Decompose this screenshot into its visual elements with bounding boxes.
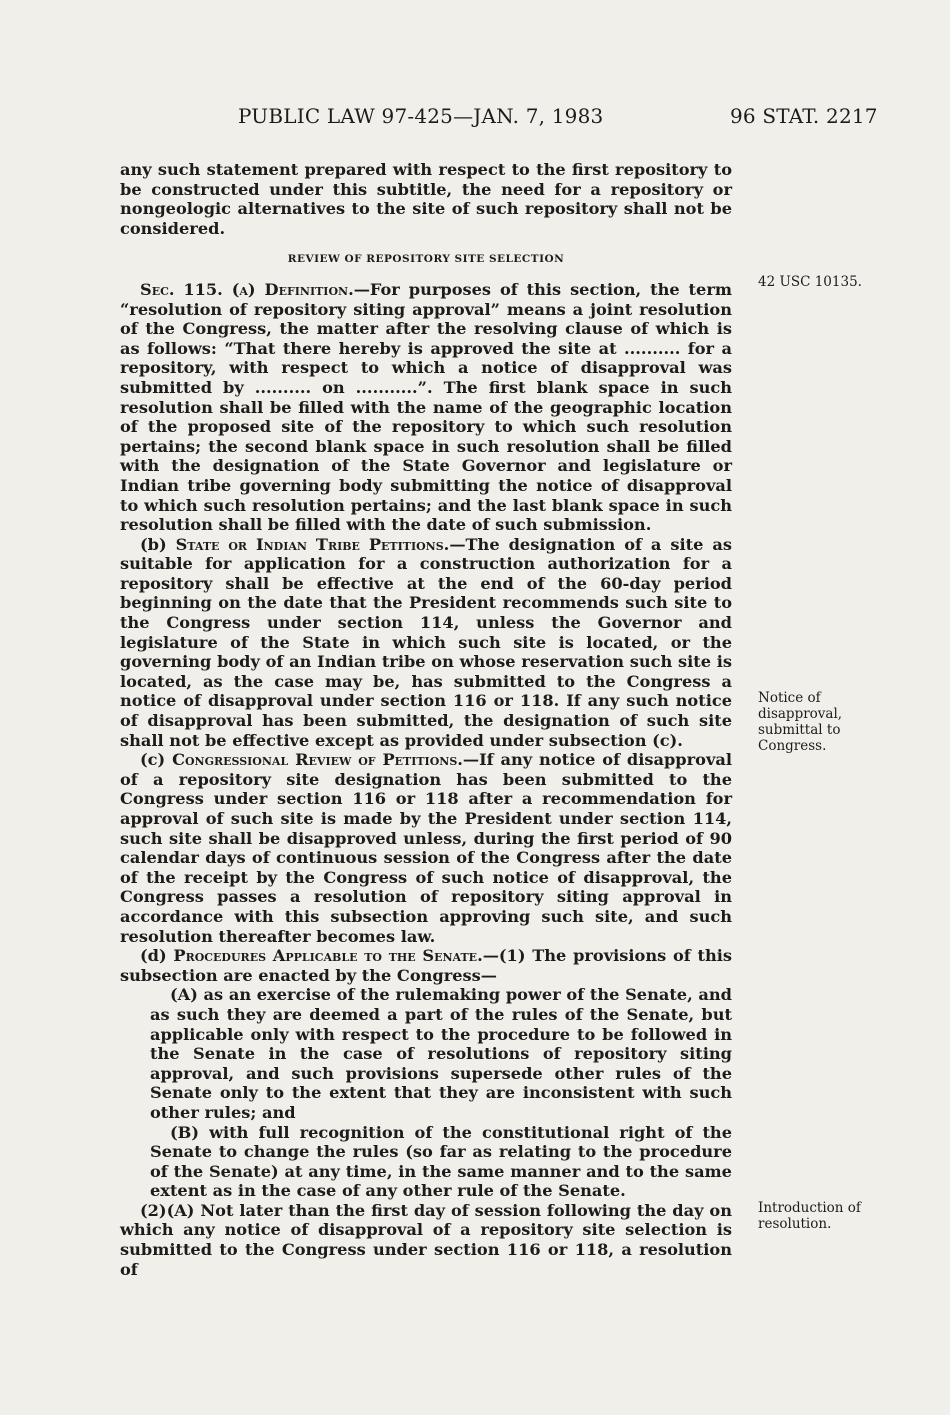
header-citation: PUBLIC LAW 97-425—JAN. 7, 1983 xyxy=(238,104,604,128)
caption-senate-procedures: Procedures Applicable to the Senate. xyxy=(173,946,483,966)
text-d: —(1) The provisions of this subsection are enacted by the Congress— xyxy=(120,946,732,985)
section-number: Sec. 115. (a) xyxy=(140,279,265,299)
paragraph-continuation: any such statement prepared with respect to the first repository to be constructed under this subtitle, the need for a repository or nongeologic alternatives to the site of such repository shall not be considered. xyxy=(120,160,732,238)
caption-definition: Definition. xyxy=(264,279,354,299)
text-b: —The designation of a site as suitable for application for a construction authorization for a repository shall be effective at the end of the 60-day period beginning on the date that the President recommends such site to the Congress under section 114, unless the Governor and legislature of the State in which such site is located, or the governing body of an Indian tribe on whose reservation such site is located, as the case may be, has submitted to the Congress a notice of disapproval under section 116 or 118. If any such notice of disapproval has been submitted, the designation of such site shall not be effective except as provided under subsection (c). xyxy=(120,534,732,750)
label-b: (b) xyxy=(140,534,176,554)
paragraph-b xyxy=(120,535,732,751)
subparagraph-B: (B) with full recognition of the constitutional right of the Senate to change the rules (so far as relating to the procedure of the Senate) at any time, in the same manner and to the same extent as in the case of any other rule of the Senate. xyxy=(150,1122,732,1201)
paragraph-2A: (2)(A) Not later than the first day of session following the day on which any notice of disapproval of a repository site selection is submitted to the Congress under section 116 or 118, a resolution of xyxy=(120,1200,732,1279)
subparagraph-A: (A) as an exercise of the rulemaking power of the Senate, and as such they are deemed a part of the rules of the Senate, but applicable only with respect to the procedure to be followed in the Senate in the case of resolutions of repository siting approval, and such provisions supersede other rules of the Senate only to the extent that they are inconsistent with such other rules; and xyxy=(150,985,732,1122)
document-body xyxy=(120,160,732,1279)
paragraph-sec-115-a xyxy=(120,280,732,535)
margin-note-usc: 42 USC 10135. xyxy=(758,274,862,290)
section-heading: REVIEW OF REPOSITORY SITE SELECTION xyxy=(287,253,565,266)
label-c: (c) xyxy=(140,750,173,770)
page-header xyxy=(120,104,880,134)
paragraph-d xyxy=(120,946,732,985)
caption-state-petitions: State or Indian Tribe Petitions. xyxy=(175,534,450,554)
header-page-number: 96 STAT. 2217 xyxy=(730,104,878,128)
caption-congressional-review: Congressional Review of Petitions. xyxy=(172,750,463,770)
paragraph-c xyxy=(120,750,732,946)
text-c: —If any notice of disapproval of a repository site designation has been submitted to the Congress under section 116 or 118 after a recommendation for approval of such site is made by the President under section 114, such site shall be disapproved unless, during the first period of 90 calendar days of continuous session of the Congress after the date of the receipt by the Congress of such notice of disapproval, the Congress passes a resolution of repository siting approval in accordance with this subsection approving such site, and such resolution thereafter becomes law. xyxy=(120,750,732,946)
label-d: (d) xyxy=(140,946,174,966)
margin-note-notice: Notice of disapproval, submittal to Congress. xyxy=(758,690,843,754)
margin-note-introduction: Introduction of resolution. xyxy=(758,1200,861,1232)
text-definition: —For purposes of this section, the term “resolution of repository siting approval” means a joint resolution of the Congress, the matter after the resolving clause of which is as follows: “That there hereby is approved the site at .......... for a repository, with respect to which a notice of disapproval was submitted by .......... on ...........”. The first blank space in such resolution shall be filled with the name of the geographic location of the proposed site of the repository to which such resolution pertains; the second blank space in such resolution shall be filled with the designation of the State Governor and legislature or Indian tribe governing body submitting the notice of disapproval to which such resolution pertains; and the last blank space in such resolution shall be filled with the date of such submission. xyxy=(120,279,732,535)
